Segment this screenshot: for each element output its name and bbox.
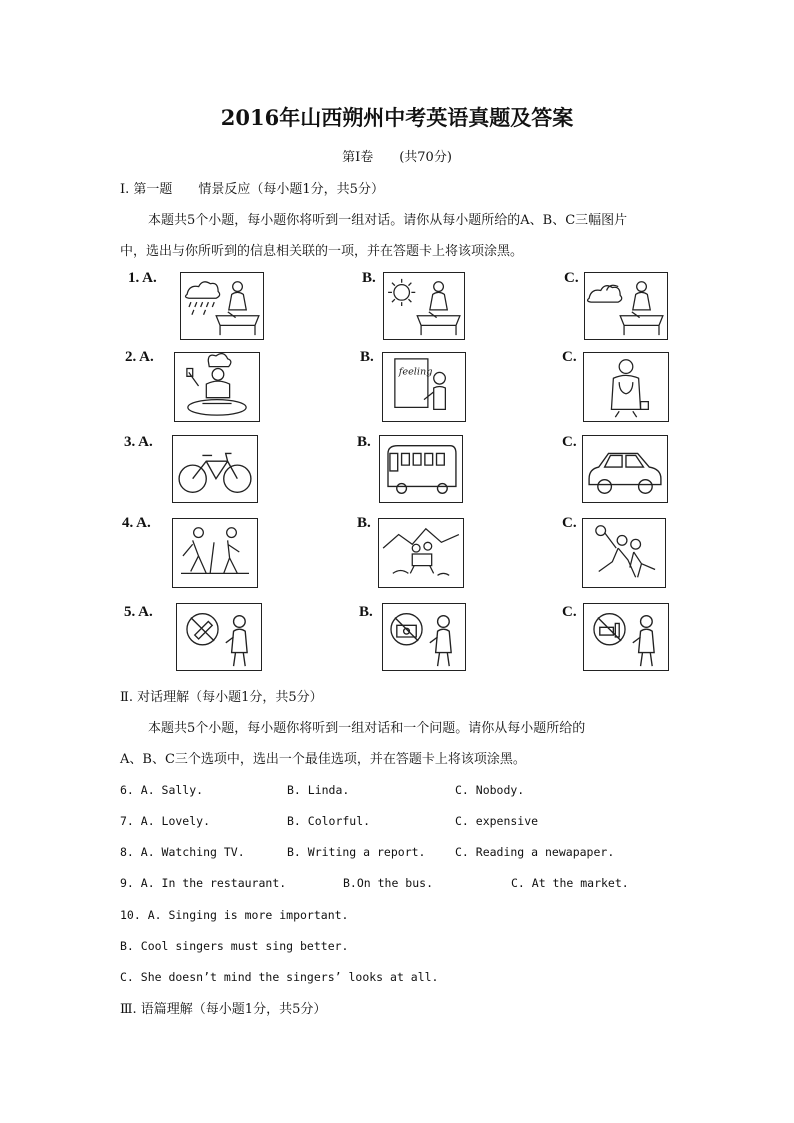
q9-option-c: C. At the market.	[511, 876, 629, 890]
q9-option-b: B.On the bus.	[343, 876, 434, 890]
q10-option-a: 10. A. Singing is more important.	[120, 908, 349, 922]
page-title: 2016年山西朔州中考英语真题及答案	[220, 105, 574, 130]
planting-trees-icon[interactable]	[172, 518, 258, 588]
rain-writing-icon[interactable]	[180, 272, 264, 340]
question-1-option-c: C.	[564, 270, 579, 286]
car-icon[interactable]	[582, 435, 668, 503]
q6-option-b: B. Linda.	[287, 783, 350, 797]
dancing-icon[interactable]	[582, 518, 666, 588]
q7-option-b: B. Colorful.	[287, 814, 371, 828]
section3-heading: Ⅲ. 语篇理解（每小题1分，共5分）	[120, 1002, 327, 1017]
section1-instruction-1: 本题共5个小题，每小题你将听到一组对话。请你从每小题所给的A、B、C三幅图片	[148, 213, 628, 228]
q7-option-a: 7. A. Lovely.	[120, 814, 211, 828]
q10-option-c: C. She doesn’t mind the singers’ looks at all.	[120, 970, 439, 984]
q6-option-a: 6. A. Sally.	[120, 783, 204, 797]
volume-label: 第Ⅰ卷 (共70分)	[342, 150, 452, 165]
question-4-option-b: B.	[357, 515, 371, 531]
cloud-writing-icon[interactable]	[584, 272, 668, 340]
question-2-option-c: C.	[562, 349, 577, 365]
chef-cooking-icon[interactable]	[174, 352, 260, 422]
doctor-icon[interactable]	[583, 352, 669, 422]
q8-option-c: C. Reading a newapaper.	[455, 845, 615, 859]
q10-option-b: B. Cool singers must sing better.	[120, 939, 349, 953]
q8-option-a: 8. A. Watching TV.	[120, 845, 245, 859]
section1-instruction-2: 中，选出与你所听到的信息相关联的一项，并在答题卡上将该项涂黑。	[120, 244, 524, 259]
question-1-option-b: B.	[362, 270, 376, 286]
q7-option-c: C. expensive	[455, 814, 539, 828]
teacher-board-icon[interactable]	[382, 352, 466, 422]
sun-writing-icon[interactable]	[383, 272, 465, 340]
question-3-option-c: C.	[562, 434, 577, 450]
bus-icon[interactable]	[379, 435, 463, 503]
q8-option-b: B. Writing a report.	[287, 845, 426, 859]
question-5-option-c: C.	[562, 604, 577, 620]
question-2-option-b: B.	[360, 349, 374, 365]
no-photo-icon[interactable]	[382, 603, 466, 671]
q6-option-c: C. Nobody.	[455, 783, 525, 797]
question-5-label: 5. A.	[124, 604, 153, 620]
question-1-label: 1. A.	[128, 270, 157, 286]
climbing-icon[interactable]	[378, 518, 464, 588]
question-4-option-c: C.	[562, 515, 577, 531]
question-5-option-b: B.	[359, 604, 373, 620]
no-smoking-icon[interactable]	[176, 603, 262, 671]
question-3-option-b: B.	[357, 434, 371, 450]
question-3-label: 3. A.	[124, 434, 153, 450]
q9-option-a: 9. A. In the restaurant.	[120, 876, 287, 890]
section2-instruction-2: A、B、C三个选项中，选出一个最佳选项，并在答题卡上将该项涂黑。	[120, 752, 526, 767]
section2-heading: Ⅱ. 对话理解（每小题1分，共5分）	[120, 690, 323, 705]
section1-heading: Ⅰ. 第一题 情景反应（每小题1分，共5分）	[120, 182, 384, 197]
no-food-icon[interactable]	[583, 603, 669, 671]
section2-instruction-1: 本题共5个小题，每小题你将听到一组对话和一个问题。请你从每小题所给的	[148, 721, 586, 736]
board-text: feeling	[398, 366, 433, 378]
question-2-label: 2. A.	[125, 349, 154, 365]
bicycle-icon[interactable]	[172, 435, 258, 503]
question-4-label: 4. A.	[122, 515, 151, 531]
